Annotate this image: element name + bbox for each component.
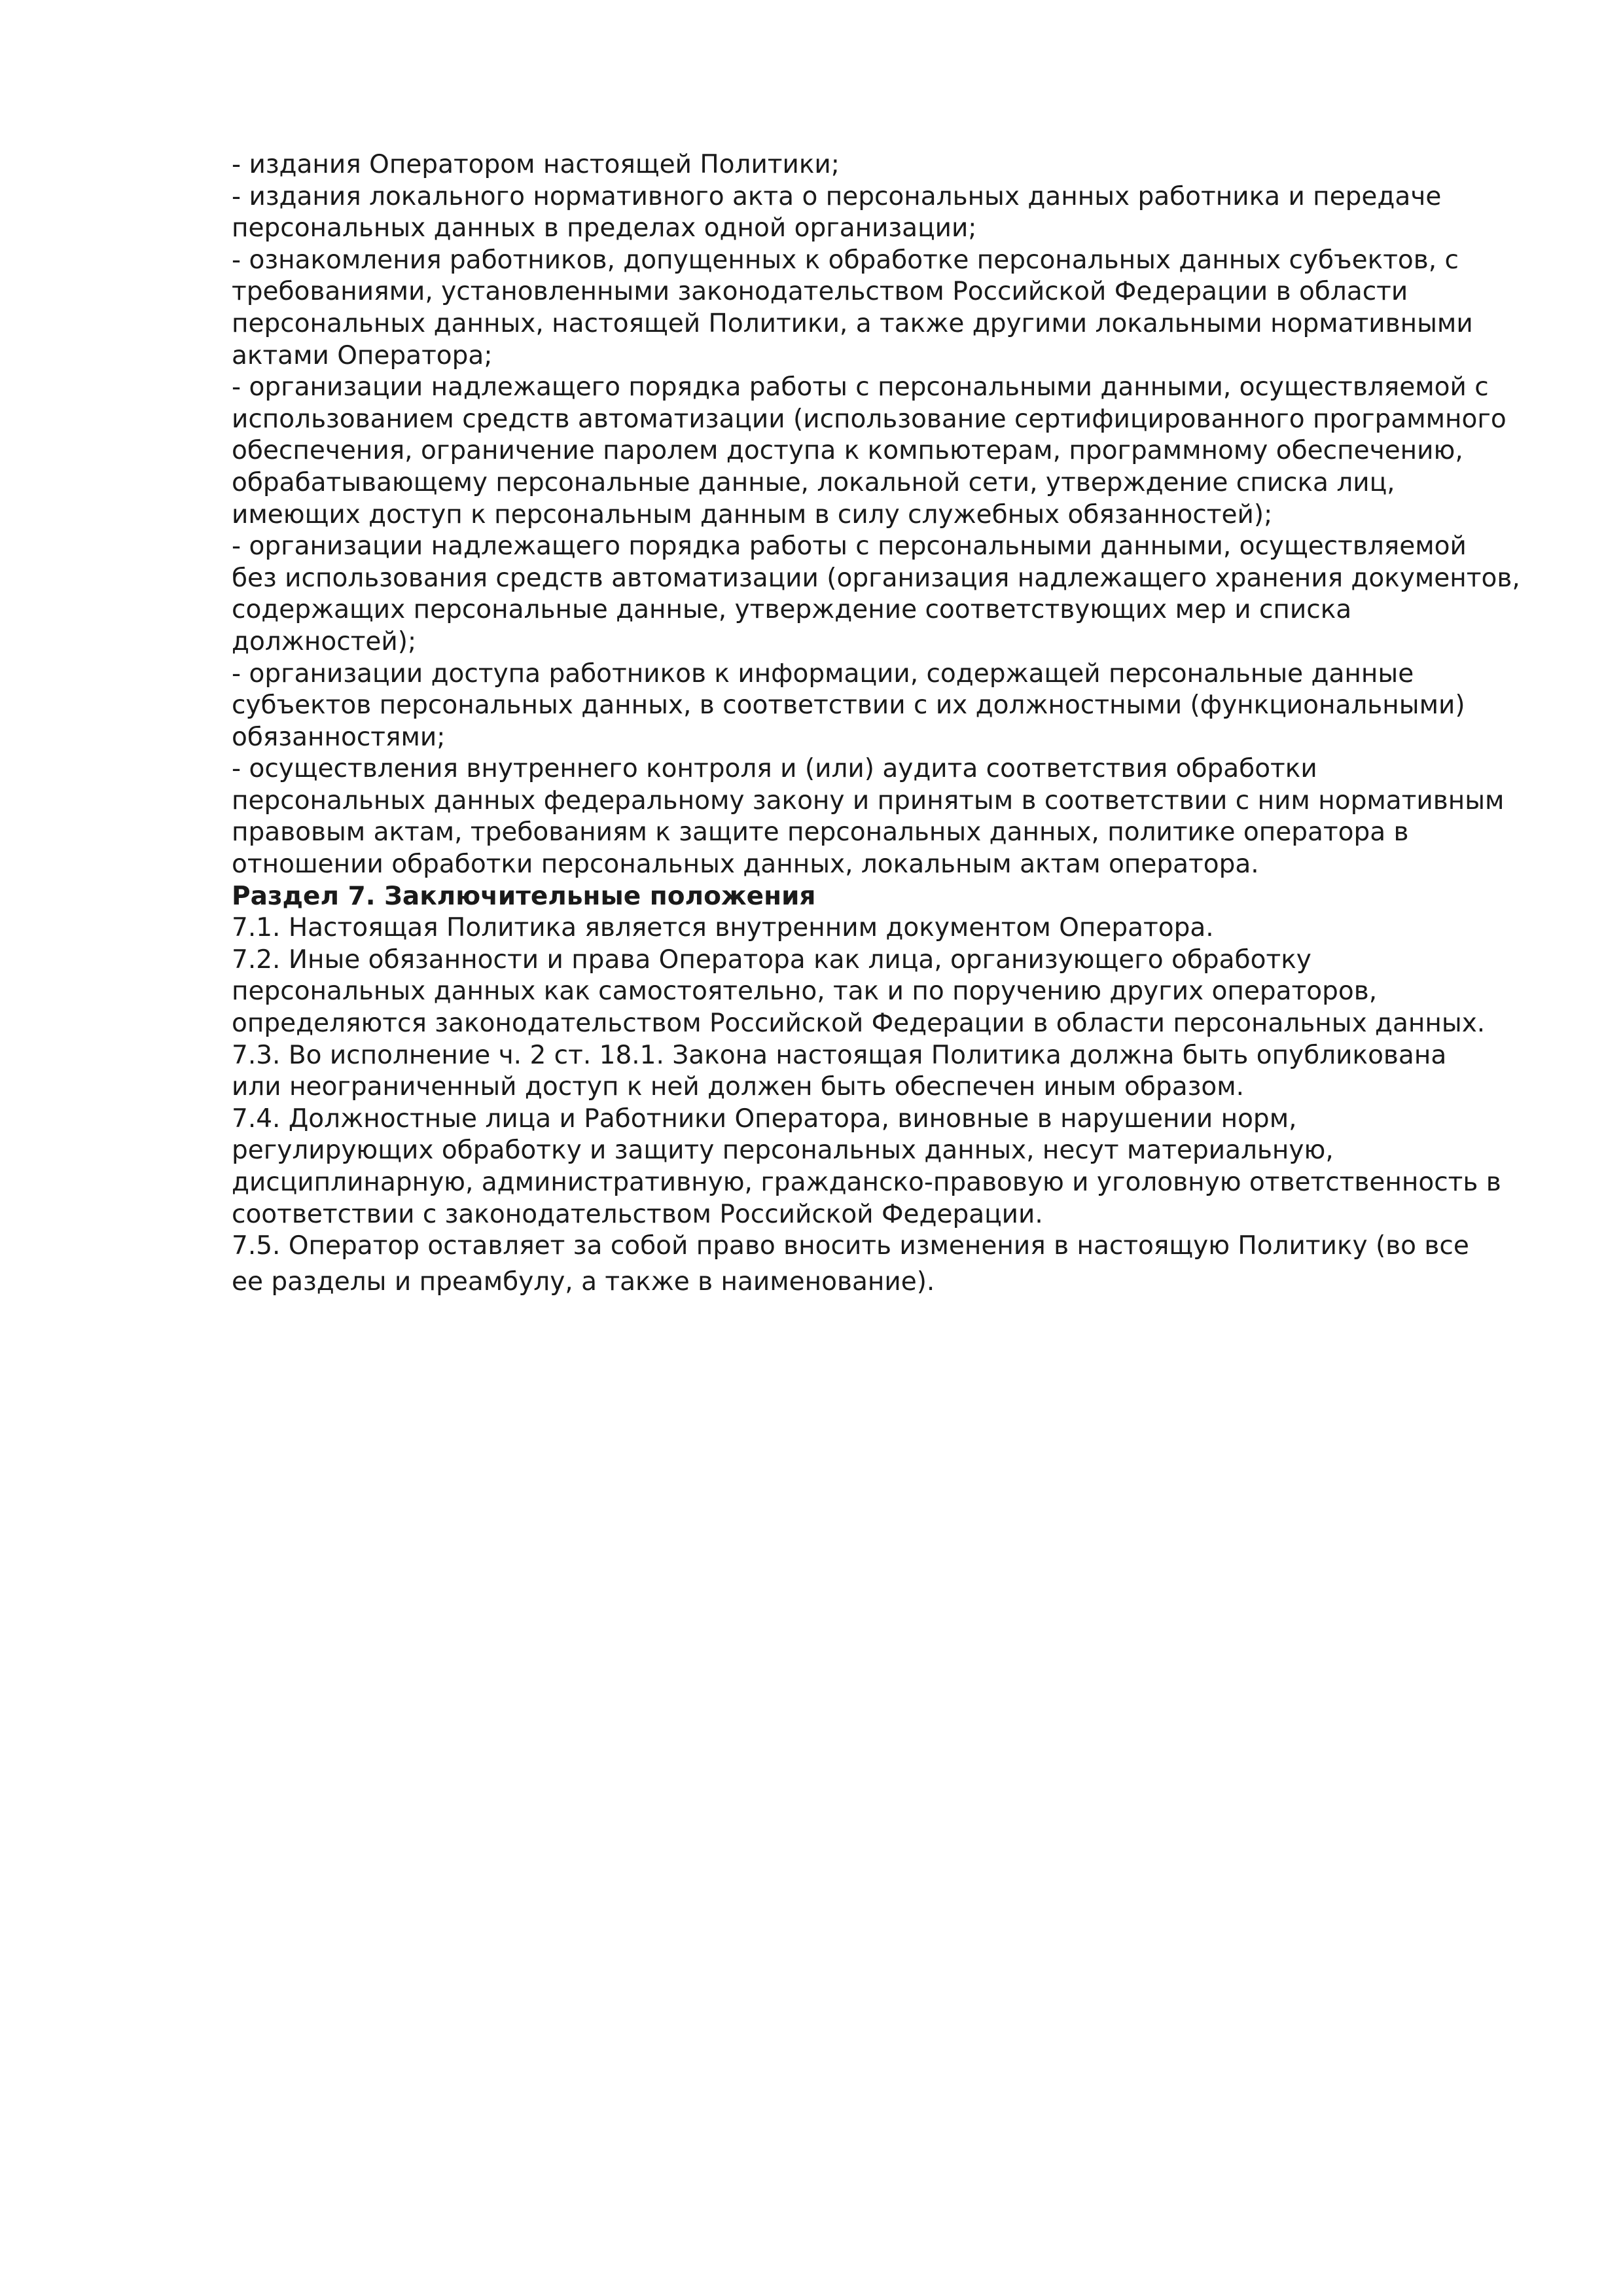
clause-line: регулирующих обработку и защиту персональных данных, несут материальную, <box>232 1136 1334 1166</box>
clause-line: или неограниченный доступ к ней должен быть обеспечен иным образом. <box>232 1072 1245 1102</box>
text-line: отношении обработки персональных данных, локальным актам оператора. <box>232 850 1259 880</box>
clause-line: 7.3. Во исполнение ч. 2 ст. 18.1. Закона настоящая Политика должна быть опубликована <box>232 1040 1447 1070</box>
text-line: - издания локального нормативного акта о персональных данных работника и передаче <box>232 181 1442 211</box>
clause-line: дисциплинарную, административную, гражданско-правовую и уголовную ответственность в <box>232 1168 1501 1197</box>
clause-line: определяются законодательством Российской Федерации в области персональных данных. <box>232 1009 1486 1039</box>
clause-line: 7.4. Должностные лица и Работники Оператора, виновные в нарушении норм, <box>232 1103 1297 1134</box>
text-line: содержащих персональные данные, утверждение соответствующих мер и списка <box>232 595 1352 625</box>
clause-line: персональных данных как самостоятельно, так и по поручению других операторов, <box>232 977 1378 1007</box>
text-line: - организации надлежащего порядка работы с персональными данными, осуществляемой с <box>232 372 1489 403</box>
text-line: без использования средств автоматизации (организация надлежащего хранения документов, <box>232 563 1520 593</box>
text-line: обрабатывающему персональные данные, локальной сети, утверждение списка лиц, <box>232 467 1395 497</box>
clause-line: 7.5. Оператор оставляет за собой право вносить изменения в настоящую Политику (во все <box>232 1231 1469 1261</box>
clause-line: ее разделы и преамбулу, а также в наименование). <box>232 1266 935 1297</box>
text-line: персональных данных, настоящей Политики, а также другими локальными нормативными <box>232 308 1473 338</box>
clause-line: соответствии с законодательством Российской Федерации. <box>232 1199 1043 1229</box>
text-line: - ознакомления работников, допущенных к обработке персональных данных субъектов, с <box>232 245 1459 275</box>
text-line: - осуществления внутреннего контроля и (или) аудита соответствия обработки <box>232 754 1317 784</box>
text-line: - организации доступа работников к информации, содержащей персональные данные <box>232 658 1414 689</box>
text-line: правовым актам, требованиям к защите персональных данных, политике оператора в <box>232 817 1409 848</box>
text-line: персональных данных федеральному закону и принятым в соответствии с ним нормативным <box>232 785 1505 816</box>
section-heading: Раздел 7. Заключительные положения <box>232 881 816 911</box>
text-line: актами Оператора; <box>232 340 493 370</box>
text-line: персональных данных в пределах одной организации; <box>232 213 977 243</box>
text-line: использованием средств автоматизации (использование сертифицированного программного <box>232 404 1507 434</box>
text-line: имеющих доступ к персональным данным в силу служебных обязанностей); <box>232 499 1273 529</box>
document-body <box>232 149 1520 1298</box>
text-line: требованиями, установленными законодательством Российской Федерации в области <box>232 277 1408 307</box>
text-line: - организации надлежащего порядка работы с персональными данными, осуществляемой <box>232 531 1467 562</box>
text-line: - издания Оператором настоящей Политики; <box>232 150 840 179</box>
text-line: обеспечения, ограничение паролем доступа к компьютерам, программному обеспечению, <box>232 436 1463 466</box>
text-line: обязанностями; <box>232 722 446 752</box>
text-line: субъектов персональных данных, в соответствии с их должностными (функциональными) <box>232 691 1465 721</box>
clause-line: 7.2. Иные обязанности и права Оператора как лица, организующего обработку <box>232 944 1311 975</box>
clause-line: 7.1. Настоящая Политика является внутренним документом Оператора. <box>232 913 1214 943</box>
text-line: должностей); <box>232 626 417 656</box>
